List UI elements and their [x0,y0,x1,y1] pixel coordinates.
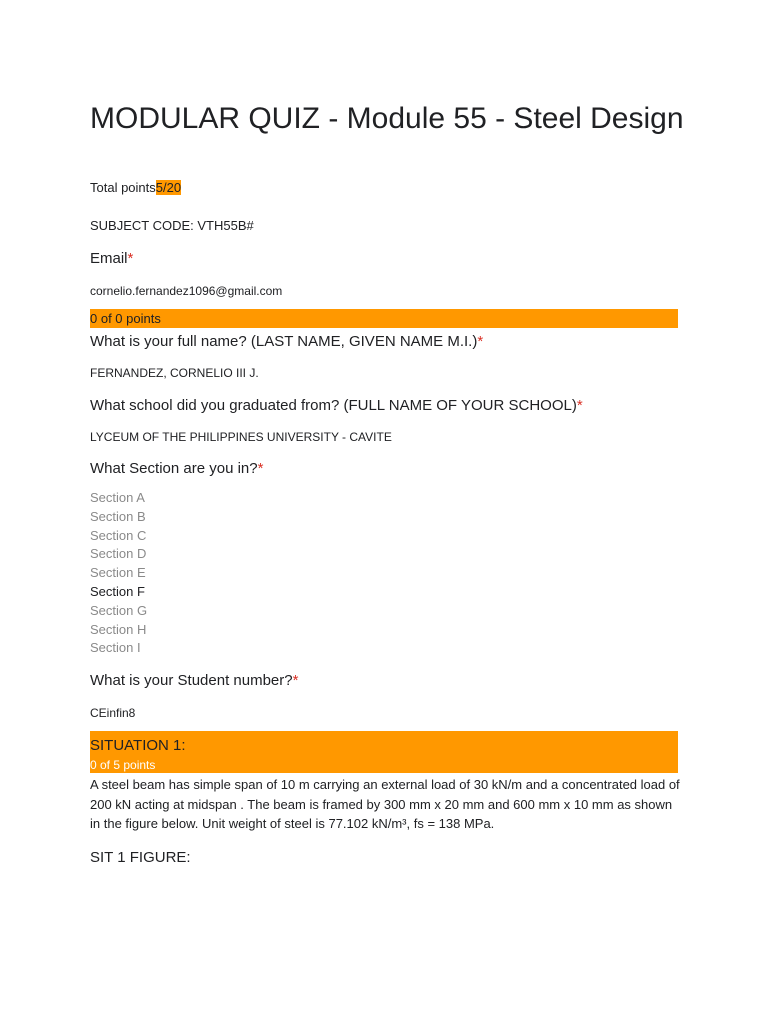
school-answer: LYCEUM OF THE PHILIPPINES UNIVERSITY - CAVITE [90,430,392,444]
student-number-answer: CEinfin8 [90,706,136,720]
school-question [90,396,583,416]
situation-title: SITUATION 1: [90,737,186,754]
full-name-question [90,332,483,352]
page-title: MODULAR QUIZ - Module 55 - Steel Design [90,102,684,135]
situation-figure-label: SIT 1 FIGURE: [90,849,191,866]
required-mark: * [576,397,583,414]
section-question [90,459,263,479]
situation-points: 0 of 5 points [90,758,156,772]
section-option: Section C [90,527,147,543]
situation-description: A steel beam has simple span of 10 m carrying an external load of 30 kN/m and a concentrated load of 200 kN acting at midspan . The beam is framed by 300 mm x 20 mm and 600 mm x 10 mm as shown in the figure below. Unit weight of steel is 77.102 kN/m³, fs = 138 MPa. [90,777,680,831]
section-option: Section I [90,640,141,656]
student-number-question [90,671,298,691]
section-option: Section A [90,490,145,505]
email-question [90,249,133,269]
total-points [90,179,181,197]
school-label: What school did you graduated from? (FULL NAME OF YOUR SCHOOL) [90,397,577,414]
student-number-label: What is your Student number? [90,672,293,689]
section-options [90,489,147,658]
total-points-label: Total points [90,180,156,195]
full-name-label: What is your full name? (LAST NAME, GIVEN NAME M.I.) [90,333,478,350]
email-answer: cornelio.fernandez1096@gmail.com [90,284,283,298]
situation-header [90,731,678,773]
full-name-answer: FERNANDEZ, CORNELIO III J. [90,366,259,380]
section-option-selected: Section F [90,583,145,599]
section-label: What Section are you in? [90,460,258,477]
required-mark: * [127,250,134,267]
required-mark: * [292,672,299,689]
section-option: Section B [90,508,146,524]
subject-code: SUBJECT CODE: VTH55B# [90,218,254,233]
total-points-value: 5/20 [155,180,182,195]
required-mark: * [477,333,484,350]
email-label: Email [90,250,128,267]
section-option: Section G [90,602,148,618]
required-mark: * [257,460,264,477]
section-points-bar: 0 of 0 points [90,309,678,328]
section-option: Section D [90,546,147,562]
section-option: Section E [90,565,146,581]
section-option: Section H [90,621,147,637]
